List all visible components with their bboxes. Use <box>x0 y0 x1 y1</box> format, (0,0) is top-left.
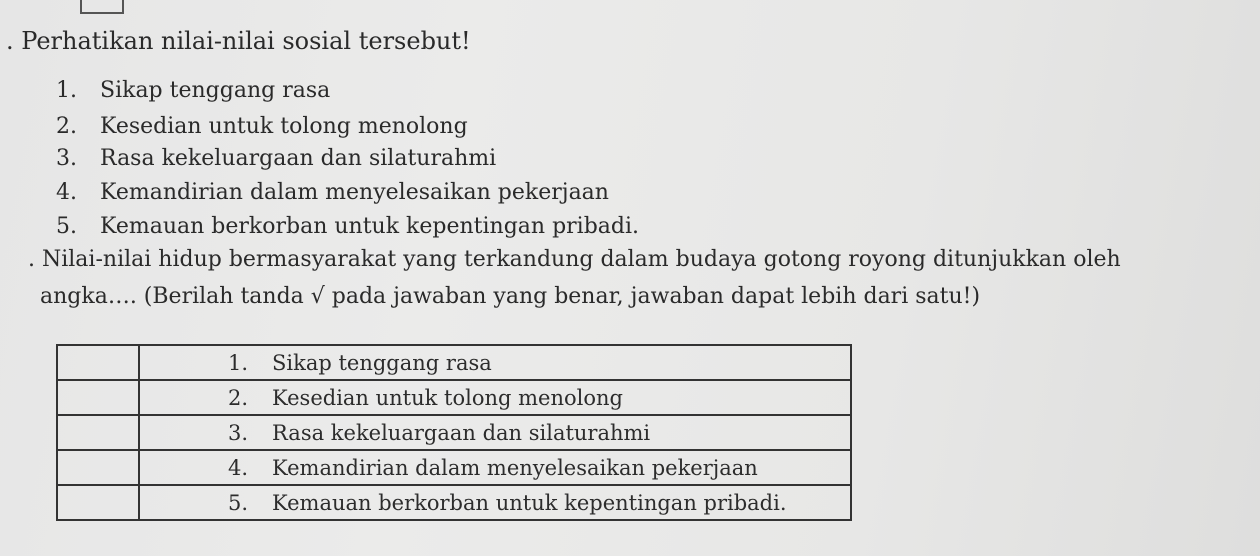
option-cell <box>139 450 851 485</box>
option-number: 5. <box>228 490 249 515</box>
option-text: Rasa kekeluargaan dan silaturahmi <box>272 420 651 445</box>
list-item <box>56 148 496 170</box>
option-cell <box>139 345 851 380</box>
option-text: Kemandirian dalam menyelesaikan pekerjaan <box>272 455 758 480</box>
list-item-text: Kemauan berkorban untuk kepentingan pribadi. <box>100 214 640 239</box>
option-number: 3. <box>228 420 249 445</box>
list-item-text: Sikap tenggang rasa <box>100 78 331 103</box>
checkmark-cell[interactable] <box>57 450 139 485</box>
option-text: Sikap tenggang rasa <box>272 350 492 375</box>
list-item <box>56 80 330 102</box>
list-item-number: 4. <box>56 180 77 205</box>
option-number: 2. <box>228 385 249 410</box>
list-item-number: 3. <box>56 146 77 171</box>
option-cell <box>139 485 851 520</box>
checkmark-cell[interactable] <box>57 380 139 415</box>
list-item-number: 5. <box>56 214 77 239</box>
option-cell <box>139 415 851 450</box>
option-number: 1. <box>228 350 249 375</box>
table-row <box>57 450 851 485</box>
list-item <box>56 216 639 238</box>
table-row <box>57 485 851 520</box>
checkmark-cell[interactable] <box>57 345 139 380</box>
list-item-text: Kemandirian dalam menyelesaikan pekerjaan <box>100 180 609 205</box>
list-item-number: 1. <box>56 78 77 103</box>
table-row <box>57 415 851 450</box>
option-text: Kesedian untuk tolong menolong <box>272 385 623 410</box>
list-item <box>56 182 609 204</box>
answer-table <box>56 344 852 521</box>
list-item-text: Kesedian untuk tolong menolong <box>100 114 468 139</box>
list-item-number: 2. <box>56 114 77 139</box>
list-item-text: Rasa kekeluargaan dan silaturahmi <box>100 146 497 171</box>
checkmark-cell[interactable] <box>57 415 139 450</box>
option-number: 4. <box>228 455 249 480</box>
question-text-line-1: . Nilai-nilai hidup bermasyarakat yang terkandung dalam budaya gotong royong ditunjukkan oleh <box>28 247 1121 272</box>
checkmark-cell[interactable] <box>57 485 139 520</box>
table-row <box>57 380 851 415</box>
list-item <box>56 116 468 138</box>
table-row <box>57 345 851 380</box>
question-heading: . Perhatikan nilai-nilai sosial tersebut! <box>6 27 471 55</box>
question-text-line-2: angka…. (Berilah tanda √ pada jawaban yang benar, jawaban dapat lebih dari satu!) <box>40 284 981 309</box>
answer-box-top <box>80 0 124 14</box>
option-cell <box>139 380 851 415</box>
option-text: Kemauan berkorban untuk kepentingan pribadi. <box>272 490 787 515</box>
